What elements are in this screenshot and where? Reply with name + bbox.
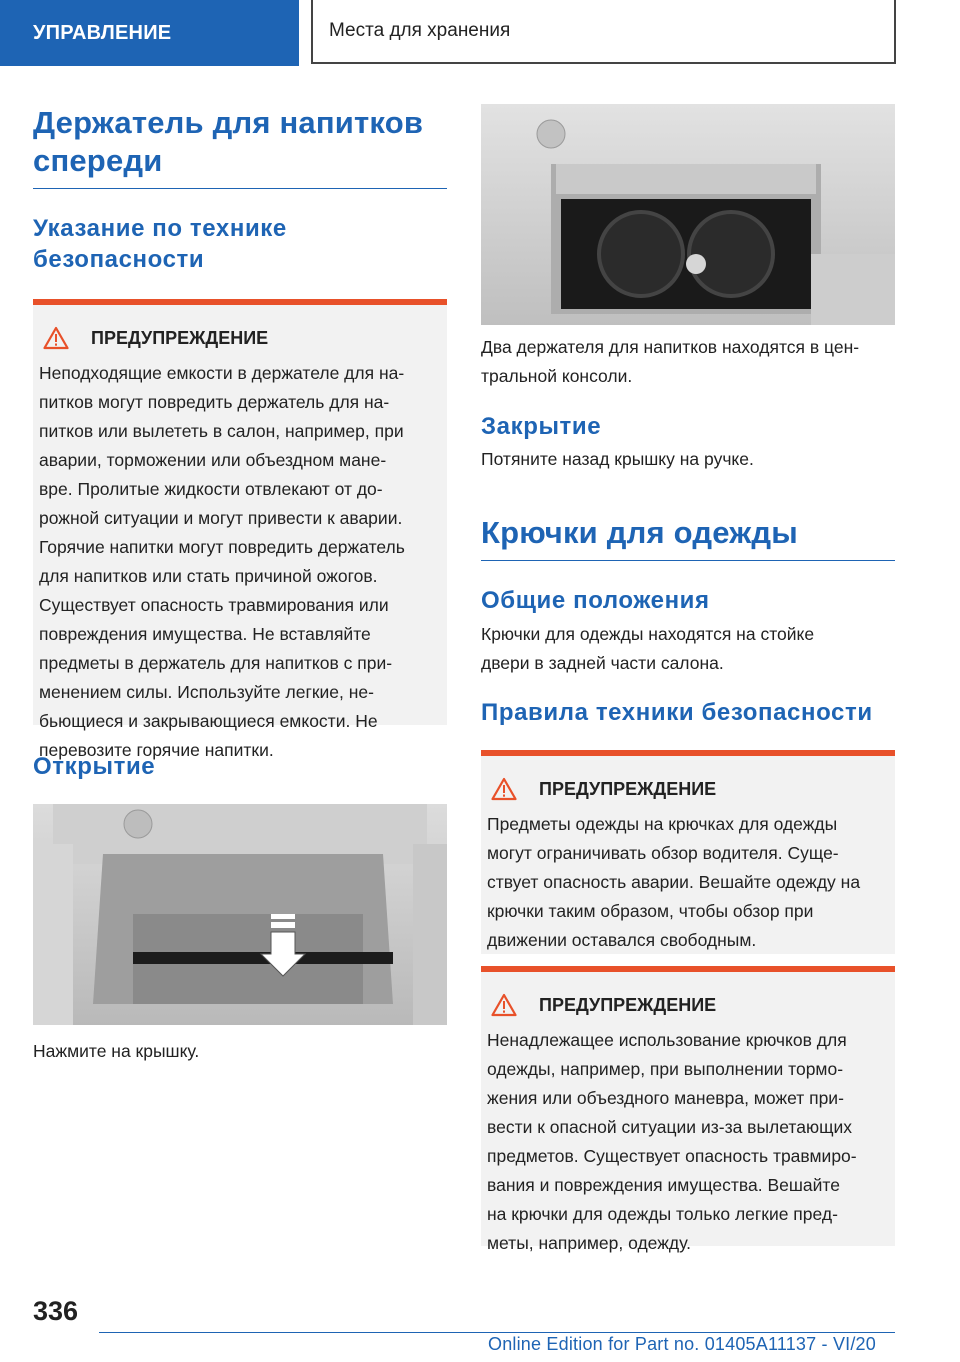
warning-line: Неподходящие емкости в держателе для на- xyxy=(39,363,405,383)
warning-line: вания и повреждения имущества. Вешайте xyxy=(487,1175,840,1195)
warning-line: движении оставался свободным. xyxy=(487,930,757,950)
warning-line: вести к опасной ситуации из-за вылетающих xyxy=(487,1117,853,1137)
warning-line: ствует опасность аварии. Вешайте одежду на xyxy=(487,872,861,892)
left-column xyxy=(33,104,447,1066)
hooks-title: Крючки для одежды xyxy=(481,514,895,561)
general-line: двери в задней части салона. xyxy=(481,653,724,673)
footer-divider xyxy=(99,1332,895,1333)
safety-heading: Указание по технике безопасности xyxy=(33,215,287,273)
rules-heading: Правила техники безопасности xyxy=(481,699,873,726)
warning-line: одежды, например, при выполнении тормо- xyxy=(487,1059,844,1079)
warning-line: аварии, торможении или объездном мане- xyxy=(39,450,387,470)
warning-box xyxy=(481,750,895,954)
warning-line: для напитков или стать причиной ожогов. xyxy=(39,566,378,586)
warning-line: питков могут повредить держатель для на- xyxy=(39,392,390,412)
closing-heading: Закрытие xyxy=(481,413,602,440)
page-number: 336 xyxy=(33,1296,79,1326)
warning-line: на крючки для одежды только легкие пред- xyxy=(487,1204,838,1224)
warning-line: бьющиеся и закрывающиеся емкости. Не xyxy=(39,711,378,731)
warning-line: Предметы одежды на крючках для одежды xyxy=(487,814,838,834)
warning-line: перевозите горячие напитки. xyxy=(39,740,274,760)
warning-triangle-icon xyxy=(491,777,517,801)
general-heading: Общие положения xyxy=(481,587,710,614)
warning-line: Существует опасность травмирования или xyxy=(39,595,389,615)
warning-line: предметов. Существует опасность травмиро- xyxy=(487,1146,857,1166)
cupholder-title: Держатель для напитков спереди xyxy=(33,104,447,189)
section-tab: УПРАВЛЕНИЕ xyxy=(0,0,299,66)
warning-box xyxy=(33,299,447,760)
warning-line: предметы в держатель для напитков с при- xyxy=(39,653,393,673)
warning-line: питков или вылететь в салон, например, при xyxy=(39,421,404,441)
edition-link[interactable]: Online Edition for Part no. 01405A11137 - VI/20 xyxy=(488,1334,876,1354)
warning-line: вре. Пролитые жидкости отвлекают от до- xyxy=(39,479,383,499)
warning-triangle-icon xyxy=(43,326,69,350)
closing-text: Потяните назад крышку на ручке. xyxy=(481,449,754,469)
warning-label: ПРЕДУПРЕЖДЕНИЕ xyxy=(91,327,269,348)
general-line: Крючки для одежды находятся на стойке xyxy=(481,624,815,644)
cupholder-caption-line: Два держателя для напитков находятся в цен- xyxy=(481,337,860,357)
warning-line: меты, например, одежду. xyxy=(487,1233,691,1253)
cupholder-open-photo xyxy=(481,104,895,325)
warning-line: Ненадлежащее использование крючков для xyxy=(487,1030,847,1050)
right-column xyxy=(481,104,895,1253)
opening-heading: Открытие xyxy=(33,753,156,780)
cupholder-closed-photo xyxy=(33,804,447,1025)
warning-line: жения или объездного маневра, может при- xyxy=(487,1088,844,1108)
warning-line: могут ограничивать обзор водителя. Суще- xyxy=(487,843,839,863)
cupholder-caption-line: тральной консоли. xyxy=(481,366,633,386)
warning-label: ПРЕДУПРЕЖДЕНИЕ xyxy=(539,778,717,799)
warning-line: крючки таким образом, чтобы обзор при xyxy=(487,901,814,921)
opening-caption: Нажмите на крышку. xyxy=(33,1041,200,1061)
warning-box xyxy=(481,966,895,1253)
warning-label: ПРЕДУПРЕЖДЕНИЕ xyxy=(539,994,717,1015)
topic-tab: Места для хранения xyxy=(311,0,896,64)
warning-line: Горячие напитки могут повредить держатель xyxy=(39,537,405,557)
warning-line: рожной ситуации и могут привести к аварии. xyxy=(39,508,403,528)
warning-triangle-icon xyxy=(491,993,517,1017)
warning-line: менением силы. Используйте легкие, не- xyxy=(39,682,374,702)
warning-line: повреждения имущества. Не вставляйте xyxy=(39,624,371,644)
